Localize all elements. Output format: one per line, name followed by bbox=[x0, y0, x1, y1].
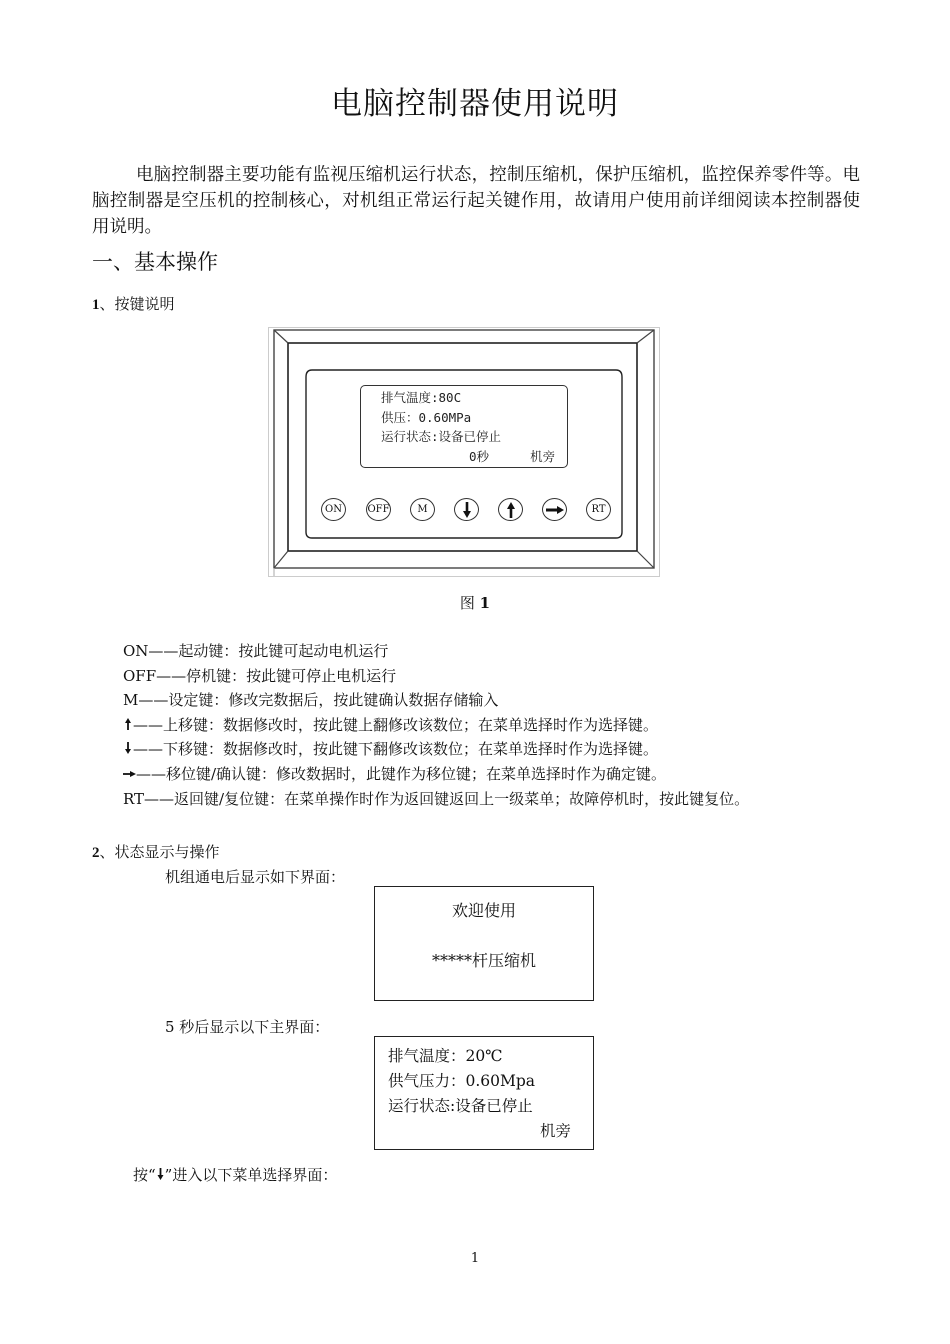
right-arrow-icon bbox=[546, 505, 564, 515]
lcd-mode: 机旁 bbox=[530, 448, 556, 464]
subheading-status-display bbox=[92, 841, 220, 862]
main-line-run-status: 运行状态:设备已停止 bbox=[388, 1097, 533, 1115]
power-on-text: 机组通电后显示如下界面： bbox=[165, 868, 346, 886]
lcd-line-exhaust-temp: 排气温度:80C bbox=[381, 390, 462, 405]
press-text-pre: 按“ bbox=[133, 1166, 156, 1184]
shift-key[interactable] bbox=[542, 498, 567, 521]
figure-caption-prefix: 图 bbox=[459, 594, 480, 612]
lcd-line-4 bbox=[381, 447, 567, 467]
key-desc-up bbox=[123, 713, 749, 738]
small-right-arrow-icon bbox=[123, 769, 136, 779]
lcd-line-supply-pressure: 供压：0.60MPa bbox=[381, 409, 472, 425]
lcd-line-run-status: 运行状态:设备已停止 bbox=[381, 429, 502, 444]
up-arrow-icon bbox=[506, 502, 516, 518]
section-heading-basic-operation: 一、基本操作 bbox=[92, 250, 218, 274]
press-text-post: ”进入以下菜单选择界面： bbox=[164, 1166, 338, 1184]
main-line-supply-pressure: 供气压力：0.60Mpa bbox=[388, 1072, 536, 1090]
down-arrow-icon bbox=[462, 502, 472, 518]
key-desc-rt: RT——返回键/复位键：在菜单操作时作为返回键返回上一级菜单；故障停机时，按此键复位。 bbox=[123, 789, 750, 808]
key-description-list bbox=[123, 639, 749, 811]
m-key[interactable]: M bbox=[410, 498, 435, 521]
main-screen-box bbox=[374, 1036, 594, 1150]
subheading2-text: 、状态显示与操作 bbox=[99, 843, 220, 861]
lcd-screen bbox=[360, 385, 568, 468]
up-key[interactable] bbox=[498, 498, 523, 521]
welcome-line-2: *****杆压缩机 bbox=[431, 951, 536, 970]
small-down-arrow-icon bbox=[123, 742, 133, 754]
key-desc-shift bbox=[123, 762, 749, 787]
lcd-timer: 0秒 bbox=[469, 448, 490, 464]
subheading-text: 、按键说明 bbox=[99, 295, 175, 313]
intro-paragraph: 电脑控制器主要功能有监视压缩机运行状态，控制压缩机，保护压缩机，监控保养零件等。电脑控制器是空压机的控制核心，对机组正常运行起关键作用，故请用户使用前详细阅读本控制器使用说明。 bbox=[92, 165, 860, 237]
key-desc-off: OFF——停机键：按此键可停止电机运行 bbox=[123, 666, 397, 685]
small-down-arrow-icon bbox=[156, 1168, 165, 1180]
main-line-mode: 机旁 bbox=[539, 1122, 571, 1140]
rt-key[interactable]: RT bbox=[586, 498, 611, 521]
key-desc-down-text: ——下移键：数据修改时，按此键下翻修改该数位；在菜单选择时作为选择键。 bbox=[133, 740, 659, 759]
welcome-screen-box bbox=[374, 886, 594, 1001]
key-desc-up-text: ——上移键：数据修改时，按此键上翻修改该数位；在菜单选择时作为选择键。 bbox=[133, 715, 659, 734]
key-desc-m: M——设定键：修改完数据后，按此键确认数据存储输入 bbox=[123, 691, 499, 710]
key-desc-shift-text: ——移位键/确认键：修改数据时，此键作为移位键；在菜单选择时作为确定键。 bbox=[136, 764, 667, 783]
page-title: 电脑控制器使用说明 bbox=[331, 86, 619, 122]
page-number: 1 bbox=[470, 1251, 480, 1266]
small-up-arrow-icon bbox=[123, 718, 133, 730]
key-desc-on: ON——起动键：按此键可起动电机运行 bbox=[123, 642, 389, 660]
press-down-instruction bbox=[133, 1164, 337, 1185]
subheading2-number: 2 bbox=[92, 845, 100, 861]
figure-caption bbox=[0, 592, 950, 613]
main-line-exhaust-temp: 排气温度：20℃ bbox=[388, 1047, 503, 1065]
key-desc-down bbox=[123, 737, 749, 762]
subheading-key-description bbox=[92, 293, 175, 314]
off-key[interactable]: OFF bbox=[366, 498, 391, 521]
down-key[interactable] bbox=[454, 498, 479, 521]
figure-caption-number: 1 bbox=[479, 594, 491, 612]
welcome-line-1: 欢迎使用 bbox=[451, 901, 516, 920]
subheading-number: 1 bbox=[92, 297, 100, 313]
after-5s-text: 5 秒后显示以下主界面： bbox=[165, 1018, 330, 1036]
on-key[interactable]: ON bbox=[321, 498, 346, 521]
